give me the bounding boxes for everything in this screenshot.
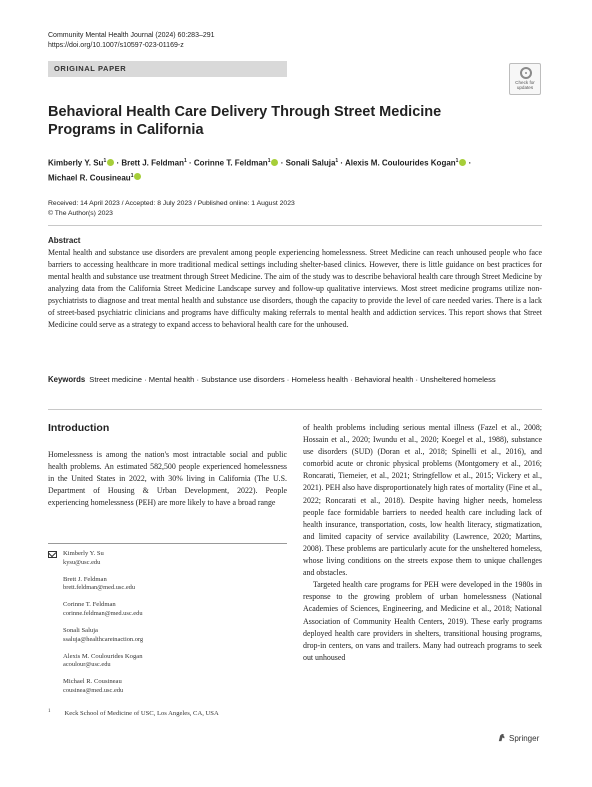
divider [48, 409, 542, 410]
author-name[interactable]: Brett J. Feldman [121, 158, 185, 168]
abstract-text: Mental health and substance use disorders are prevalent among people experiencing homelessness. Street Medicine can reach unhoused people who face barriers to accessing healthcare in more traditional medical settings including shelter-based clinics. However, there is little guidance on best practices for mental health and substance use treatment through Street Medicine. The aim of the study was to describe behavioral health care through Street Medicine by analyzing data from the California Street Medicine Landscape survey and follow-up qualitative interviews. Most street medicine programs utilize non-psychiatrists to diagnose and treat mental health and substance use disorders, though the capacity to provide the level of care needed varies. There is a lack of street-based psychiatric clinicians and programs have difficulty making referrals to mental health and addiction services. This report shows that Street Medicine could serve as a strategy to expand access to behavioral health care for the unhoused. [48, 248, 542, 329]
contact-email[interactable]: cousinea@med.usc.edu [63, 687, 124, 695]
copyright: © The Author(s) 2023 [48, 209, 113, 217]
author-affiliation-mark: 1 [267, 158, 271, 164]
abstract-heading: Abstract [48, 236, 81, 245]
author-name[interactable]: Alexis M. Coulourides Kogan [344, 158, 456, 168]
publication-dates [48, 199, 295, 218]
author-affiliation-mark: 1 [103, 158, 107, 164]
contact-entry [48, 653, 287, 670]
author-name[interactable]: Kimberly Y. Su [48, 158, 104, 168]
contact-entry [48, 576, 287, 593]
author-affiliation-mark: 1 [130, 172, 134, 179]
keywords [48, 374, 542, 386]
contact-list [48, 550, 287, 704]
check-for-updates-badge[interactable] [509, 63, 541, 95]
journal-citation: Community Mental Health Journal (2024) 60:283–291 [48, 32, 215, 39]
author-separator: · [186, 158, 194, 168]
author-list [48, 155, 548, 184]
contact-entry [48, 550, 287, 567]
publisher-logo [497, 733, 539, 743]
footnote-divider [48, 543, 287, 544]
author-separator: · [466, 158, 472, 168]
author-affiliation-mark: 1 [455, 158, 459, 164]
contact-name: Corinne T. Feldman [63, 601, 116, 609]
contact-email[interactable]: corinne.feldman@med.usc.edu [63, 609, 143, 617]
affiliation-number: 1 [48, 709, 51, 714]
contact-name: Sonali Saluja [63, 627, 98, 635]
contact-entry [48, 678, 287, 695]
author-name[interactable]: Corinne T. Feldman [193, 158, 268, 168]
keywords-text: Street medicine · Mental health · Substance use disorders · Homeless health · Behavioral health · Unsheltered homeless [89, 375, 496, 384]
contact-name: Brett J. Feldman [63, 575, 107, 583]
contact-email[interactable]: acoulour@usc.edu [63, 661, 111, 669]
divider [48, 225, 542, 226]
intro-paragraph-right-1: of health problems including serious mental illness (Fazel et al., 2008; Hossain et al., 2020; Iwundu et al., 2020; Koegel et al., 1988), substance use disorders (SUD) (Doran et al., 2018; Spinelli et al., 2016), and comorbid acute or chronic physical problems (Montgomery et al., 2016; Roncarati, Tiemeier, et al., 2021; Stringfellow et al., 2015; Vickery et al., 2021). PEH also have disproportionately high rates of mortality (Fine et al., 2022; Roncarati et al., 2018). Despite having higher needs, homeless people face formidable barriers to needed health care including lack of health insurance, transportation, costs, low health literacy, stigmatization, and limited capacity of service availability (Lawrence, 2020; Martins, 2008). These problems are particularly acute for the unsheltered homeless, whose living conditions on the streets expose them to unique challenges and obstacles. [303, 423, 542, 578]
intro-column-right [303, 422, 542, 664]
author-affiliation-mark: 1 [184, 158, 187, 164]
contact-name: Kimberly Y. Su [63, 550, 104, 557]
author-separator: · [114, 158, 122, 168]
author-separator: · [338, 158, 345, 168]
orcid-icon[interactable] [134, 173, 141, 180]
author-affiliation-mark: 1 [335, 158, 339, 164]
contact-entry [48, 601, 287, 618]
contact-email[interactable]: brett.feldman@med.usc.edu [63, 584, 136, 592]
paper-type-label: ORIGINAL PAPER [54, 64, 127, 73]
paper-type-bar [48, 61, 287, 77]
author-name[interactable]: Michael R. Cousineau [48, 173, 131, 183]
check-updates-label: Check for updates [515, 80, 535, 91]
journal-doi[interactable]: https://doi.org/10.1007/s10597-023-01169-z [48, 41, 184, 49]
intro-paragraph-right-2: Targeted health care programs for PEH were developed in the 1980s in response to the growing problem of urban homelessness (National Academies of Sciences, Engineering, and Medicine et al., 2018; National Association of Community Health Centers, 2019). These early programs deployed health care providers in shelters, transitional housing programs, drop-in centers, on vans and trailers. Many had outreach programs to seek out unhoused [303, 580, 542, 662]
publisher-name: Springer [509, 734, 540, 743]
check-updates-icon [520, 67, 532, 79]
author-name[interactable]: Sonali Saluja [285, 158, 336, 168]
contact-name: Michael R. Cousineau [63, 678, 122, 686]
author-separator: · [278, 158, 286, 168]
introduction-heading: Introduction [48, 422, 110, 434]
paper-title: Behavioral Health Care Delivery Through Street Medicine Programs in California [48, 104, 442, 138]
affiliation-text: Keck School of Medicine of USC, Los Angeles, CA, USA [64, 710, 219, 718]
date-history: Received: 14 April 2023 / Accepted: 8 July 2023 / Published online: 1 August 2023 [48, 200, 295, 207]
journal-header [48, 31, 215, 50]
springer-horse-icon [497, 733, 506, 742]
keywords-label: Keywords [48, 375, 86, 384]
contact-name: Alexis M. Coulourides Kogan [63, 652, 143, 660]
contact-email[interactable]: ssaluja@healthcareinaction.org [63, 635, 144, 643]
contact-email[interactable]: kysu@usc.edu [63, 558, 101, 566]
intro-paragraph-left: Homelessness is among the nation's most intractable social and public health problems. An estimated 582,500 people experienced homelessness in the United States in 2022, with 30% living in California (The U.S. Department of Housing & Urban Development, 2022). People experiencing homelessness (PEH) are more likely to have a broad range [48, 450, 287, 508]
contact-entry [48, 627, 287, 644]
affiliation [48, 707, 287, 718]
